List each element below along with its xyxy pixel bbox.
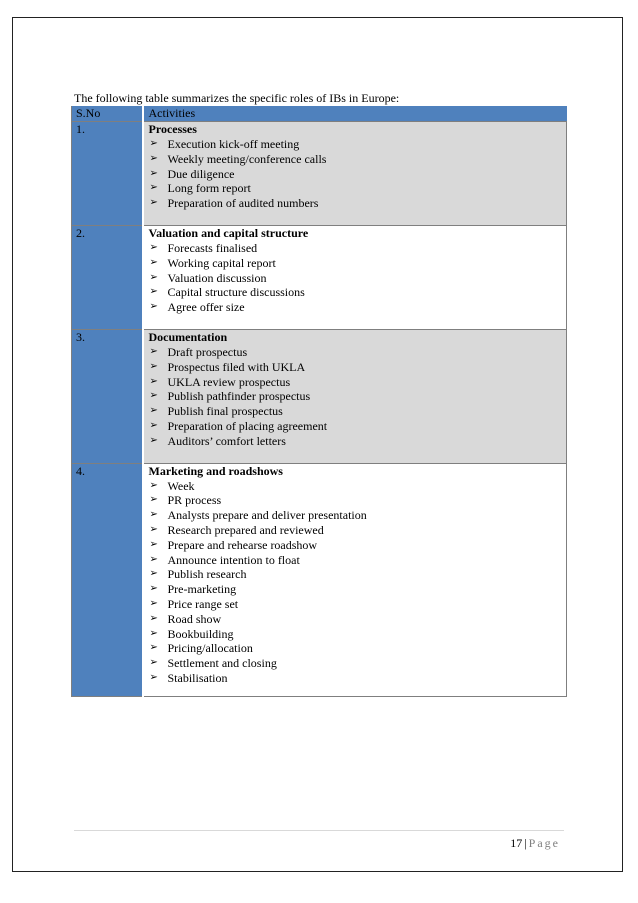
list-item	[149, 671, 567, 686]
list-item	[149, 567, 567, 582]
list-item-text: Execution kick-off meeting	[167, 137, 300, 151]
row-activities	[143, 225, 567, 329]
row-sno: 3.	[72, 329, 143, 463]
category-title: Processes	[148, 122, 197, 136]
table-row	[72, 463, 567, 696]
row-activities	[143, 122, 567, 226]
list-item	[149, 612, 567, 627]
arrowhead-bullet-icon: ➢	[149, 182, 158, 194]
list-item-text: Agree offer size	[167, 300, 245, 315]
arrowhead-bullet-icon: ➢	[149, 627, 158, 639]
arrowhead-bullet-icon: ➢	[149, 167, 158, 179]
category-title: Documentation	[148, 329, 228, 344]
arrowhead-bullet-icon: ➢	[149, 538, 158, 550]
row-activities	[143, 329, 567, 463]
arrowhead-bullet-icon: ➢	[149, 390, 158, 402]
intro-text: The following table summarizes the specific roles of IBs in Europe:	[74, 91, 400, 105]
table-row	[72, 329, 567, 463]
list-item	[149, 389, 567, 404]
arrowhead-bullet-icon: ➢	[149, 197, 158, 209]
list-item	[149, 641, 567, 656]
list-item-text: Pre-marketing	[167, 582, 237, 597]
list-item	[149, 553, 567, 568]
list-item	[149, 508, 567, 523]
arrowhead-bullet-icon: ➢	[149, 256, 158, 268]
arrowhead-bullet-icon: ➢	[149, 597, 158, 609]
arrowhead-bullet-icon: ➢	[149, 523, 158, 535]
list-item-text: Preparation of audited numbers	[167, 196, 319, 211]
list-item	[149, 345, 567, 360]
list-item	[149, 241, 567, 256]
list-item-text: Bookbuilding	[167, 626, 234, 641]
arrowhead-bullet-icon: ➢	[149, 657, 158, 669]
list-item	[149, 479, 567, 494]
table-row	[72, 122, 567, 226]
list-item-text: Publish final prospectus	[167, 404, 283, 419]
list-item	[149, 196, 567, 211]
header-sno: S.No	[72, 106, 143, 122]
activity-list	[149, 479, 567, 686]
list-item-text: Due diligence	[167, 166, 235, 181]
list-item	[149, 167, 567, 182]
list-item-text: Stabilisation	[167, 670, 228, 685]
arrowhead-bullet-icon: ➢	[149, 671, 158, 683]
list-item	[149, 181, 567, 196]
list-item	[149, 404, 567, 419]
list-item	[149, 256, 567, 271]
arrowhead-bullet-icon: ➢	[149, 479, 158, 491]
arrowhead-bullet-icon: ➢	[149, 612, 158, 624]
footer-rule	[74, 830, 564, 831]
arrowhead-bullet-icon: ➢	[149, 345, 158, 357]
list-item-text: Pricing/allocation	[167, 641, 253, 656]
list-item	[149, 538, 567, 553]
list-item	[149, 360, 567, 375]
list-item-text: Valuation discussion	[167, 270, 267, 285]
list-item-text: Draft prospectus	[167, 344, 248, 359]
arrowhead-bullet-icon: ➢	[149, 152, 158, 164]
arrowhead-bullet-icon: ➢	[149, 419, 158, 431]
list-item	[149, 271, 567, 286]
list-item	[149, 582, 567, 597]
row-sno: 2.	[72, 225, 143, 329]
list-item	[149, 597, 567, 612]
list-item-text: Research prepared and reviewed	[167, 522, 324, 537]
list-item-text: Week	[167, 478, 195, 493]
table-row	[72, 225, 567, 329]
list-item-text: Analysts prepare and deliver presentation	[167, 508, 367, 523]
activity-list	[149, 137, 567, 211]
page-number: 17	[510, 836, 523, 850]
arrowhead-bullet-icon: ➢	[149, 138, 158, 149]
arrowhead-bullet-icon: ➢	[149, 568, 158, 580]
arrowhead-bullet-icon: ➢	[149, 642, 158, 654]
table-header-row	[72, 106, 567, 122]
arrowhead-bullet-icon: ➢	[149, 286, 158, 298]
arrowhead-bullet-icon: ➢	[149, 241, 158, 253]
arrowhead-bullet-icon: ➢	[149, 509, 158, 521]
arrowhead-bullet-icon: ➢	[149, 375, 158, 387]
arrowhead-bullet-icon: ➢	[149, 301, 158, 313]
activity-list	[149, 241, 567, 315]
footer-separator: |	[524, 836, 527, 850]
list-item-text: Capital structure discussions	[167, 285, 305, 300]
list-item-text: Road show	[167, 611, 222, 626]
list-item	[149, 627, 567, 642]
list-item-text: Settlement and closing	[167, 656, 277, 671]
arrowhead-bullet-icon: ➢	[149, 494, 158, 506]
list-item	[149, 434, 567, 449]
list-item-text: Prospectus filed with UKLA	[167, 359, 306, 374]
row-activities	[143, 463, 567, 696]
arrowhead-bullet-icon: ➢	[149, 553, 158, 565]
page-footer	[400, 836, 560, 850]
list-item-text: Working capital report	[167, 255, 276, 270]
arrowhead-bullet-icon: ➢	[149, 405, 158, 417]
list-item-text: Preparation of placing agreement	[167, 418, 328, 433]
activity-list	[149, 345, 567, 449]
list-item	[149, 285, 567, 300]
list-item	[149, 523, 567, 538]
list-item	[149, 419, 567, 434]
arrowhead-bullet-icon: ➢	[149, 271, 158, 283]
list-item	[149, 493, 567, 508]
page-word: Page	[528, 836, 560, 850]
arrowhead-bullet-icon: ➢	[149, 583, 158, 595]
list-item-text: UKLA review prospectus	[167, 374, 291, 389]
arrowhead-bullet-icon: ➢	[149, 434, 158, 446]
list-item-text: Long form report	[167, 181, 251, 196]
category-title: Valuation and capital structure	[148, 225, 309, 240]
list-item-text: Prepare and rehearse roadshow	[167, 537, 318, 552]
list-item-text: Publish pathfinder prospectus	[167, 389, 311, 404]
header-activities: Activities	[143, 106, 567, 122]
list-item-text: PR process	[167, 493, 222, 508]
list-item-text: Price range set	[167, 596, 239, 611]
row-sno: 4.	[72, 463, 143, 696]
list-item-text: Announce intention to float	[167, 552, 300, 567]
list-item	[149, 375, 567, 390]
roles-table	[71, 106, 567, 697]
table-body	[72, 122, 567, 697]
category-title: Marketing and roadshows	[148, 463, 283, 478]
list-item-text: Publish research	[167, 567, 247, 582]
list-item	[149, 300, 567, 315]
row-sno: 1.	[72, 122, 143, 226]
list-item-text: Forecasts finalised	[167, 240, 258, 255]
list-item	[149, 656, 567, 671]
list-item-text: Weekly meeting/conference calls	[167, 151, 327, 166]
list-item-text: Auditors’ comfort letters	[167, 433, 286, 448]
arrowhead-bullet-icon: ➢	[149, 360, 158, 372]
list-item	[149, 152, 567, 167]
list-item	[149, 137, 567, 152]
